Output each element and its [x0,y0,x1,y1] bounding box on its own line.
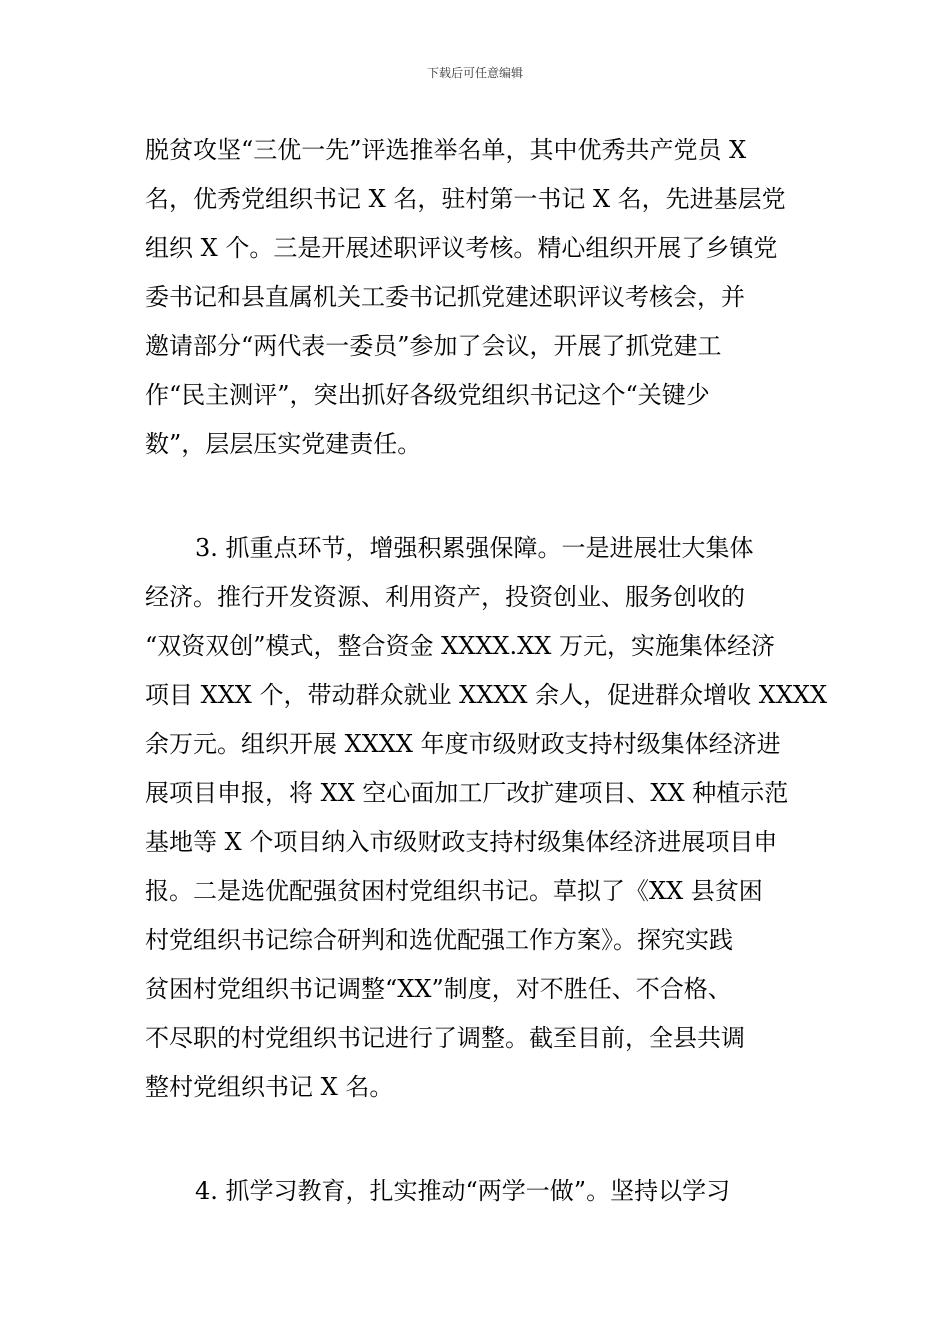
paragraph-line: 作“民主测评”，突出抓好各级党组织书记这个“关键少 [145,381,710,409]
paragraph-line: 整村党组织书记 X 名。 [145,1073,394,1101]
paragraph-line: 名，优秀党组织书记 X 名，驻村第一书记 X 名，先进基层党 [145,185,786,213]
paragraph-line: 余万元。组织开展 XXXX 年度市级财政支持村级集体经济进 [145,730,781,758]
paragraph-line: 数”，层层压实党建责任。 [145,430,422,458]
paragraph-line: 贫困村党组织书记调整“XX”制度，对不胜任、不合格、 [145,975,732,1003]
paragraph-line: 组织 X 个。三是开展述职评议考核。精心组织开展了乡镇党 [145,234,778,262]
paragraph-3 [145,1167,730,1216]
page-header: 下载后可任意编辑 [426,66,523,80]
paragraph-line: 4. 抓学习教育，扎实推动“两学一做”。坚持以学习 [195,1177,731,1205]
paragraph-line: 脱贫攻坚“三优一先”评选推举名单，其中优秀共产党员 X [145,136,747,164]
paragraph-line: 基地等 X 个项目纳入市级财政支持村级集体经济进展项目申 [145,828,778,856]
paragraph-line: 报。二是选优配强贫困村党组织书记。草拟了《XX 县贫困 [145,877,763,905]
paragraph-line: 3. 抓重点环节，增强积累强保障。一是进展壮大集体 [195,534,754,562]
paragraph-line: 项目 XXX 个，带动群众就业 XXXX 余人，促进群众增收 XXXX [145,681,828,709]
paragraph-line: 不尽职的村党组织书记进行了调整。截至目前，全县共调 [145,1024,745,1052]
paragraph-line: 邀请部分“两代表一委员”参加了会议，开展了抓党建工 [145,332,722,360]
paragraph-line: 展项目申报，将 XX 空心面加工厂改扩建项目、XX 种植示范 [145,779,789,807]
paragraph-line: 经济。推行开发资源、利用资产，投资创业、服务创收的 [145,583,745,611]
paragraph-1 [145,126,786,469]
paragraph-line: 委书记和县直属机关工委书记抓党建述职评议考核会，并 [145,283,745,311]
paragraph-line: “双资双创”模式，整合资金 XXXX.XX 万元，实施集体经济 [145,632,775,660]
paragraph-line: 村党组织书记综合研判和选优配强工作方案》。探究实践 [145,926,733,954]
paragraph-2 [145,524,827,1112]
